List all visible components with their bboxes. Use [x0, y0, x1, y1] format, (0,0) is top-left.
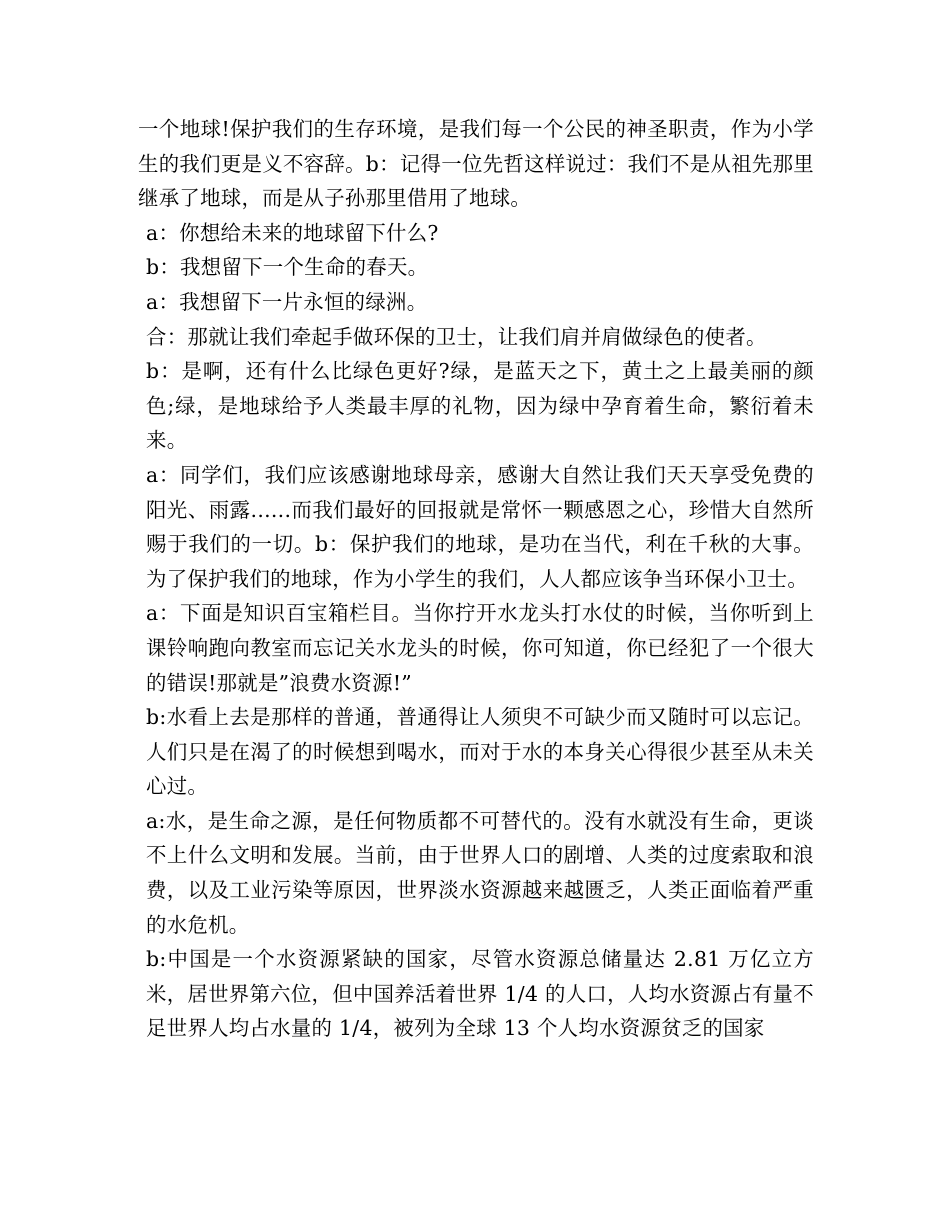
- paragraph-4: a：我想留下一片永恒的绿洲。: [146, 289, 428, 314]
- paragraph-11: b:中国是一个水资源紧缺的国家，尽管水资源总储量达 2.81 万亿立方米，居世界第六位，但中国养活着世界 1/4 的人口，人均水资源占有量不足世界人均占水量的 1/4，被列为全球 13 个人均水资源贫乏的国家: [146, 947, 814, 1041]
- paragraph-8: a：下面是知识百宝箱栏目。当你拧开水龙头打水仗的时候，当你听到上课铃响跑向教室而忘记关水龙头的时候，你可知道，你已经犯了一个很大的错误!那就是”浪费水资源!”: [146, 601, 814, 695]
- document-page: [138, 112, 814, 1046]
- paragraph-6: b：是啊，还有什么比绿色更好?绿，是蓝天之下，黄土之上最美丽的颜色;绿，是地球给予人类最丰厚的礼物，因为绿中孕育着生命，繁衍着未来。: [146, 359, 814, 453]
- paragraph-7: a：同学们，我们应该感谢地球母亲，感谢大自然让我们天天享受免费的阳光、雨露......而我们最好的回报就是常怀一颗感恩之心，珍惜大自然所赐于我们的一切。b：保护我们的地球，是功在当代，利在千秋的大事。为了保护我们的地球，作为小学生的我们，人人都应该争当环保小卫士。: [146, 462, 814, 591]
- paragraph-2: a：你想给未来的地球留下什么?: [146, 220, 439, 245]
- paragraph-10: a:水，是生命之源，是任何物质都不可替代的。没有水就没有生命，更谈不上什么文明和发展。当前，由于世界人口的剧增、人类的过度索取和浪费，以及工业污染等原因，世界淡水资源越来越匮乏，人类正面临着严重的水危机。: [146, 808, 814, 937]
- paragraph-3: b：我想留下一个生命的春天。: [146, 255, 429, 280]
- paragraph-9: b:水看上去是那样的普通，普通得让人须臾不可缺少而又随时可以忘记。人们只是在渴了的时候想到喝水，而对于水的本身关心得很少甚至从未关心过。: [146, 705, 814, 799]
- paragraph-1: 一个地球!保护我们的生存环境，是我们每一个公民的神圣职责，作为小学生的我们更是义不容辞。b：记得一位先哲这样说过：我们不是从祖先那里继承了地球，而是从子孙那里借用了地球。: [138, 117, 814, 211]
- paragraph-5: 合：那就让我们牵起手做环保的卫士，让我们肩并肩做绿色的使者。: [146, 324, 767, 349]
